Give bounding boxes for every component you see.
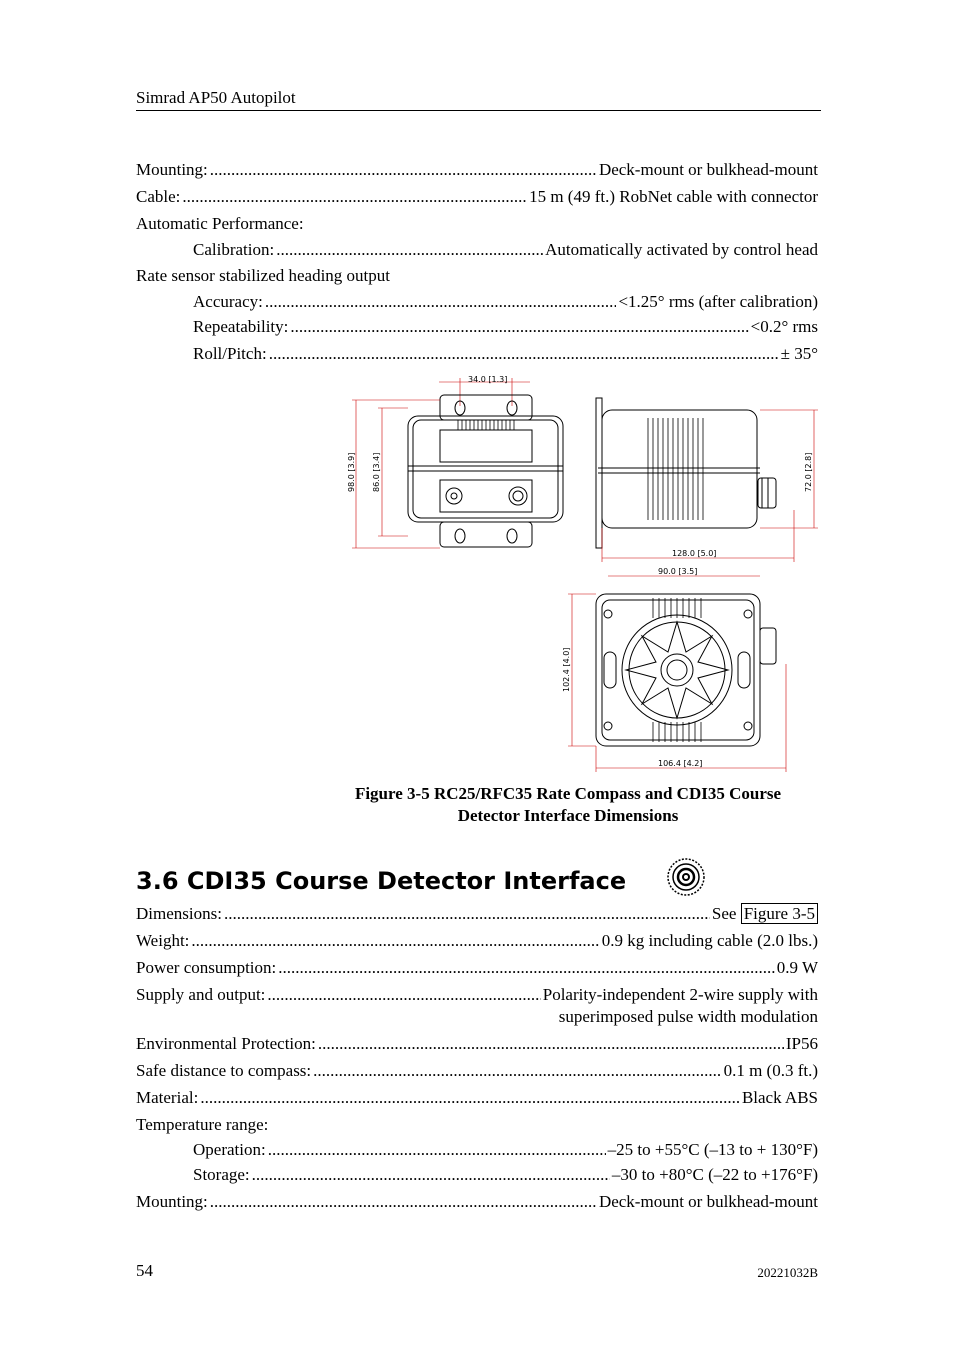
spec-value: Black ABS: [741, 1088, 818, 1107]
spec-row-storage: [193, 1164, 818, 1186]
page-number: 54: [136, 1261, 153, 1280]
spec-value-prefix: See: [711, 904, 741, 923]
dim-bottom-width-top: 90.0 [3.5]: [658, 567, 698, 576]
spec-row-accuracy: [193, 291, 818, 313]
spec-row-weight: [136, 930, 818, 952]
header-rule: [136, 110, 821, 111]
spec-row-mounting-2: [136, 1191, 818, 1213]
spec-row-mounting: [136, 159, 818, 181]
spec-value: Polarity-independent 2-wire supply with: [542, 985, 818, 1004]
dim-bottom-width: 106.4 [4.2]: [658, 759, 703, 768]
figure-caption-line2: Detector Interface Dimensions: [457, 806, 679, 825]
spec-label: Calibration:: [193, 240, 275, 259]
spec-label: Weight:: [136, 931, 190, 950]
spec-value: <0.2° rms: [750, 317, 818, 336]
spec-value: 0.9 kg including cable (2.0 lbs.): [601, 931, 818, 950]
auto-perf-heading: Automatic Performance:: [136, 214, 304, 233]
spec-label: Dimensions:: [136, 904, 222, 923]
spec-label: Repeatability:: [193, 317, 289, 336]
spec-value: ± 35°: [780, 344, 818, 363]
running-header: Simrad AP50 Autopilot: [136, 88, 296, 107]
spec-row-material: [136, 1087, 818, 1109]
spec-row-safe-distance: [136, 1060, 818, 1082]
dimension-drawing: [340, 370, 820, 775]
spec-value: Automatically activated by control head: [545, 240, 818, 259]
spec-label: Mounting:: [136, 1192, 208, 1211]
dim-side-height: 72.0 [2.8]: [804, 452, 813, 492]
bottom-view: [562, 567, 786, 772]
spec-row-operation: [193, 1139, 818, 1161]
spec-label: Safe distance to compass:: [136, 1061, 312, 1080]
dim-side-width: 128.0 [5.0]: [672, 549, 717, 558]
spec-row-repeatability: [193, 316, 818, 338]
spec-row-power: [136, 957, 818, 979]
temp-heading: Temperature range:: [136, 1115, 269, 1134]
spec-label: Mounting:: [136, 160, 208, 179]
spec-label: Roll/Pitch:: [193, 344, 267, 363]
spec-value: IP56: [785, 1034, 818, 1053]
rate-sensor-heading: Rate sensor stabilized heading output: [136, 266, 390, 285]
dim-outer-height: 98.0 [3.9]: [347, 452, 356, 492]
cdi-device-icon: [665, 857, 707, 897]
spec-label: Accuracy:: [193, 292, 263, 311]
spec-row-supply: [136, 984, 818, 1006]
spec-label: Operation:: [193, 1140, 266, 1159]
spec-row-cable: [136, 186, 818, 208]
spec-value: –30 to +80°C (–22 to +176°F): [611, 1165, 818, 1184]
spec-label: Cable:: [136, 187, 181, 206]
dim-top-width: 34.0 [1.3]: [468, 375, 508, 384]
figure-caption-line1: Figure 3-5 RC25/RFC35 Rate Compass and CDI35 Course: [354, 784, 782, 803]
spec-row-environmental: [136, 1033, 818, 1055]
dim-inner-height: 86.0 [3.4]: [372, 452, 381, 492]
spec-value: 0.9 W: [776, 958, 818, 977]
spec-row-calibration: [193, 239, 818, 261]
front-view: [347, 375, 563, 548]
figure-reference-link[interactable]: Figure 3-5: [741, 903, 818, 924]
dim-bottom-height: 102.4 [4.0]: [562, 647, 571, 692]
spec-value: 15 m (49 ft.) RobNet cable with connector: [529, 187, 818, 206]
spec-label: Supply and output:: [136, 985, 266, 1004]
spec-value: Deck-mount or bulkhead-mount: [598, 160, 818, 179]
spec-value: –25 to +55°C (–13 to + 130°F): [607, 1140, 818, 1159]
spec-value: <1.25° rms (after calibration): [618, 292, 818, 311]
spec-value: Deck-mount or bulkhead-mount: [598, 1192, 818, 1211]
spec-label: Storage:: [193, 1165, 250, 1184]
spec-value-continuation: superimposed pulse width modulation: [558, 1007, 818, 1026]
spec-label: Material:: [136, 1088, 199, 1107]
spec-row-dimensions: [136, 903, 818, 925]
spec-row-roll-pitch: [193, 343, 818, 365]
spec-label: Environmental Protection:: [136, 1034, 316, 1053]
document-number: 20221032B: [757, 1265, 818, 1280]
spec-label: Power consumption:: [136, 958, 277, 977]
section-title: 3.6 CDI35 Course Detector Interface: [136, 867, 627, 895]
spec-value: 0.1 m (0.3 ft.): [723, 1061, 818, 1080]
side-view: [596, 398, 818, 562]
